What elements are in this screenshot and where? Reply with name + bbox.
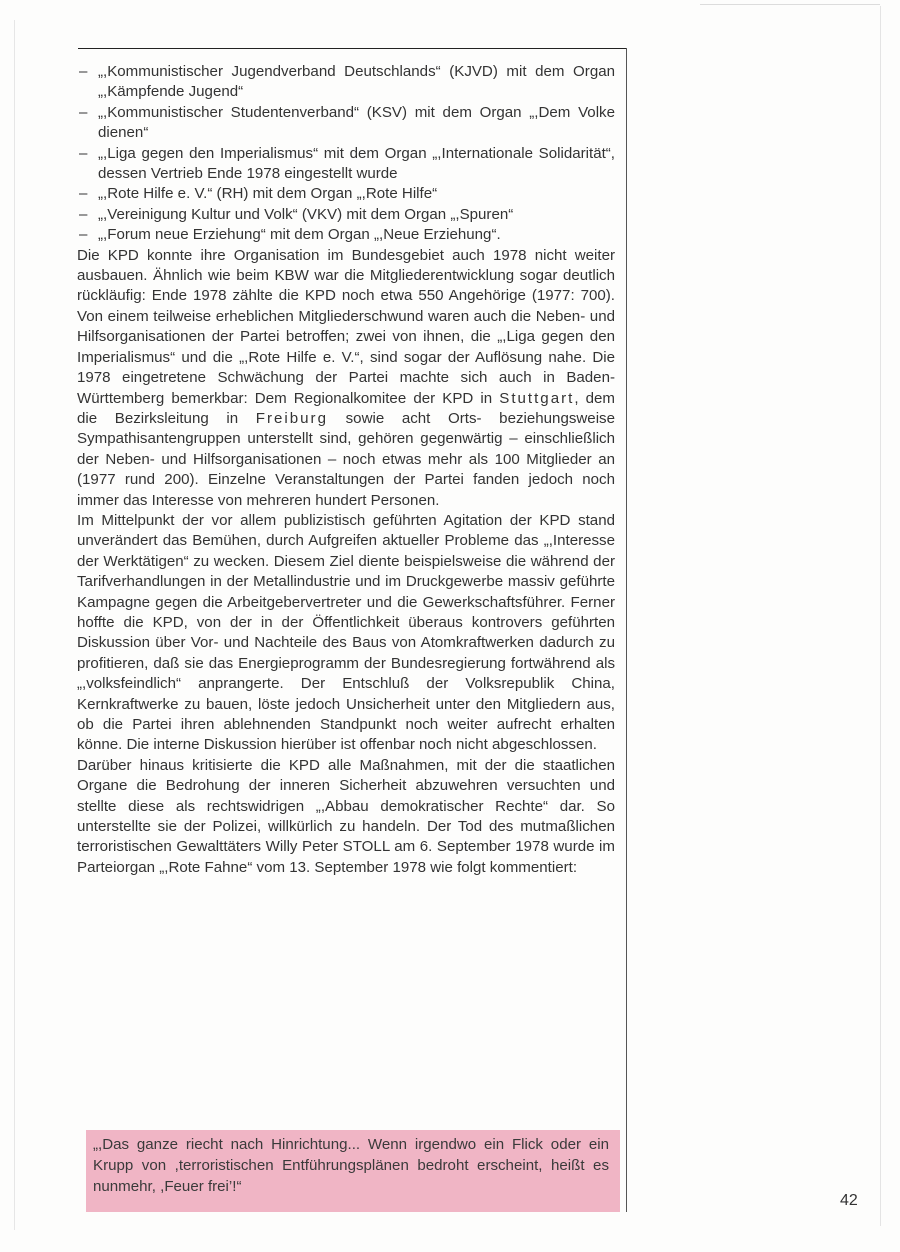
- paragraph-text: , dem die Bezirksleitung in: [77, 389, 615, 427]
- right-rule: [626, 48, 627, 1212]
- main-text-column: [77, 62, 615, 878]
- list-dash: –: [79, 103, 88, 121]
- list-dash: –: [79, 144, 88, 162]
- city-freiburg: Freiburg: [255, 409, 328, 427]
- paragraph-text: Die KPD konnte ihre Organisation im Bundesgebiet auch 1978 nicht weiter ausbauen. Ähnlich wie beim KBW war die Mitgliederentwicklung sogar deutlich rückläufig: Ende 1978 zählte die KPD noch etwa 550 Angehörige (1977: 700). Von einem teilweise erheblichen Mitgliederschwund waren auch die Neben- und Hilfsorganisationen der Partei betroffen; zwei von ihnen, die „,Liga gegen den Imperialismus“ und die „,Rote Hilfe e. V.“, sind sogar der Auflösung nahe. Die 1978 eingetretene Schwächung der Partei machte sich auch in Baden-Württemberg bemerkbar: Dem Regionalkomitee der KPD in: [77, 246, 615, 407]
- organization-list: [77, 62, 615, 246]
- scan-edge-left: [14, 20, 15, 1230]
- list-item: [77, 62, 615, 103]
- list-dash: –: [79, 226, 88, 244]
- list-item-text: „,Vereinigung Kultur und Volk“ (VKV) mit dem Organ „,Spuren“: [98, 205, 514, 223]
- top-rule: [78, 48, 626, 49]
- list-item-text: „,Kommunistischer Studentenverband“ (KSV) mit dem Organ „,Dem Volke dienen“: [98, 103, 615, 142]
- list-dash: –: [79, 63, 88, 80]
- list-item: [77, 144, 615, 185]
- list-item-text: „,Liga gegen den Imperialismus“ mit dem Organ „,Internationale Solidarität“, dessen Vertrieb Ende 1978 eingestellt wurde: [98, 144, 615, 183]
- list-item-text: „,Forum neue Erziehung“ mit dem Organ „,Neue Erziehung“.: [98, 226, 501, 244]
- paragraph-text: sowie acht Orts- beziehungsweise Sympathisantengruppen unterstellt sind, gehören gegenwärtig – einschließlich der Neben- und Hilfsorganisationen – noch etwas mehr als 100 Mitglieder an (1977 rund 200). Einzelne Veranstaltungen der Partei fanden jedoch noch immer das Interesse von mehreren hundert Personen.: [77, 409, 615, 509]
- list-dash: –: [79, 205, 88, 223]
- scan-edge-right: [880, 6, 881, 1226]
- list-item-text: „,Kommunistischer Jugendverband Deutschlands“ (KJVD) mit dem Organ „,Kämpfende Jugend“: [98, 63, 615, 101]
- paragraph-membership: [77, 246, 615, 511]
- quote-text: „,Das ganze riecht nach Hinrichtung... Wenn irgendwo ein Flick oder ein Krupp von ,terroristischen Entführungsplänen bedroht erscheint, heißt es nunmehr, ,Feuer frei’!“: [93, 1136, 609, 1195]
- list-item: [77, 184, 615, 204]
- list-item: [77, 225, 615, 245]
- list-item: [77, 205, 615, 225]
- city-stuttgart: Stuttgart: [499, 389, 575, 407]
- paragraph-agitation: Im Mittelpunkt der vor allem publizistisch geführten Agitation der KPD stand unverändert das Bemühen, durch Aufgreifen aktueller Probleme das „,Interesse der Werktätigen“ zu wecken. Diesem Ziel diente beispielsweise die während der Tarifverhandlungen in der Metallindustrie und im Druckgewerbe massiv geführte Kampagne gegen die Arbeitgebervertreter und die Gewerkschaftsführer. Ferner hoffte die KPD, von der in der Öffentlichkeit überaus kontrovers geführten Diskussion über Vor- und Nachteile des Baus von Atomkraftwerken dadurch zu profitieren, daß sie das Energieprogramm der Bundesregierung fortwährend als „,volksfeindlich“ anprangerte. Der Entschluß der Volksrepublik China, Kernkraftwerke zu bauen, löste jedoch Unsicherheit unter den Mitgliedern aus, ob die Partei ihren ablehnenden Standpunkt noch weiter aufrecht erhalten könne. Die interne Diskussion hierüber ist offenbar noch nicht abgeschlossen.: [77, 511, 615, 754]
- page-number: 42: [840, 1192, 858, 1209]
- scan-edge-top: [700, 4, 880, 5]
- paragraph-criticism: Darüber hinaus kritisierte die KPD alle Maßnahmen, mit der die staatlichen Organe die Bedrohung der inneren Sicherheit abzuwehren versuchten und stellte diese als rechtswidrigen „,Abbau demokratischer Rechte“ dar. So unterstellte sie der Polizei, willkürlich zu handeln. Der Tod des mutmaßlichen terroristischen Gewalttäters Willy Peter STOLL am 6. September 1978 wurde im Parteiorgan „,Rote Fahne“ vom 13. September 1978 wie folgt kommentiert:: [77, 756, 615, 876]
- list-item-text: „,Rote Hilfe e. V.“ (RH) mit dem Organ „,Rote Hilfe“: [98, 185, 438, 203]
- list-item: [77, 103, 615, 144]
- list-dash: –: [79, 185, 88, 203]
